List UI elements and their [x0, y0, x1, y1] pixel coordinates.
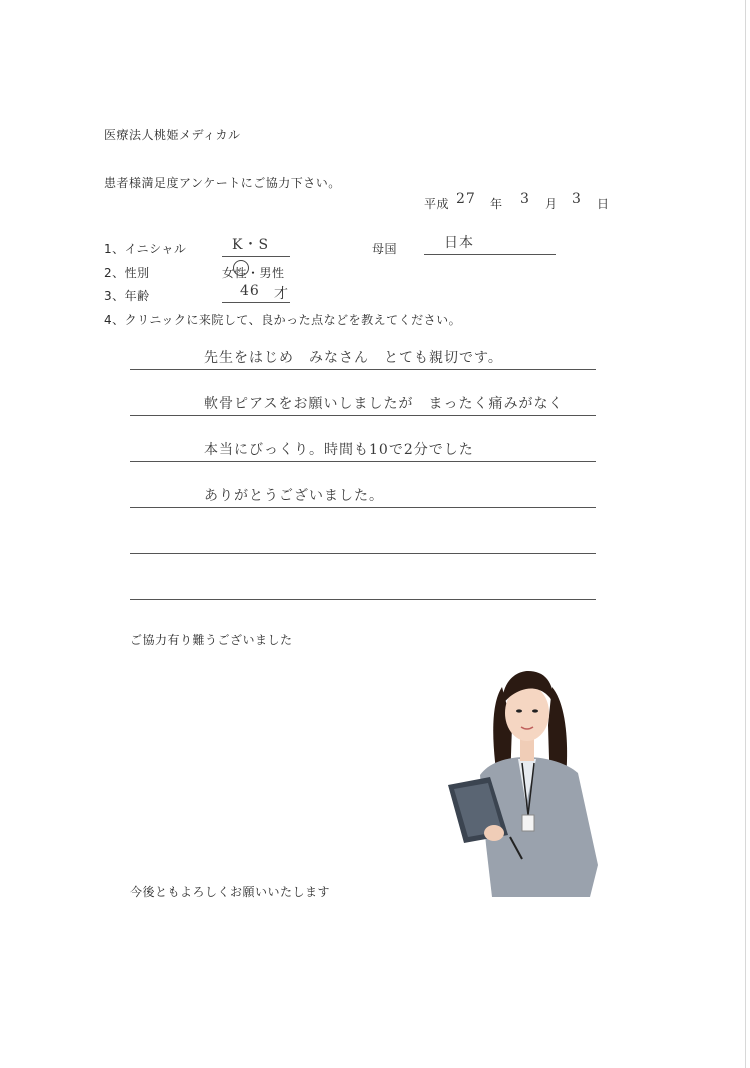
q3-label: 3、年齢: [104, 289, 150, 303]
initials-underline: [222, 256, 290, 257]
hand-icon: [484, 825, 504, 841]
answer-rule-1: [130, 369, 596, 370]
date-month-unit: 月: [545, 197, 558, 211]
id-badge-icon: [522, 815, 534, 831]
age-value: 46: [240, 283, 260, 299]
q2-label: 2、性別: [104, 266, 150, 280]
age-underline: [222, 302, 290, 303]
country-label: 母国: [372, 242, 398, 256]
closing-text: 今後ともよろしくお願いいたします: [130, 885, 331, 899]
survey-title: 患者様満足度アンケートにご協力下さい。: [104, 176, 341, 190]
date-day-value: 3: [572, 191, 582, 207]
scan-edge-line: [745, 0, 746, 1068]
answer-rule-2: [130, 415, 596, 416]
answer-line-3: 本当にびっくり。時間も10で2分でした: [204, 442, 474, 458]
q4-label: 4、クリニックに来院して、良かった点などを教えてください。: [104, 313, 462, 327]
right-eye-icon: [532, 709, 538, 712]
answer-line-4: ありがとうございました。: [204, 488, 384, 504]
country-underline: [424, 254, 556, 255]
answer-line-1: 先生をはじめ みなさん とても親切です。: [204, 350, 503, 366]
date-year-unit: 年: [490, 197, 503, 211]
neck-icon: [520, 739, 534, 761]
answer-rule-5: [130, 553, 596, 554]
date-month-value: 3: [520, 191, 530, 207]
answer-rule-3: [130, 461, 596, 462]
clinic-name: 医療法人桃姫メディカル: [104, 128, 241, 142]
age-unit: 才: [274, 286, 289, 302]
date-year-value: 27: [456, 191, 476, 207]
answer-rule-6: [130, 599, 596, 600]
left-eye-icon: [516, 709, 522, 712]
q1-label: 1、イニシャル: [104, 242, 187, 256]
date-era: 平成: [424, 197, 450, 211]
initials-value: K・S: [232, 237, 270, 253]
country-value: 日本: [444, 235, 474, 251]
gender-selection-circle: [233, 260, 249, 276]
woman-with-clipboard-illustration: [440, 665, 610, 901]
answer-line-2: 軟骨ピアスをお願いしましたが まったく痛みがなく: [204, 396, 564, 412]
answer-rule-4: [130, 507, 596, 508]
thanks-text: ご協力有り難うございました: [130, 633, 293, 647]
gender-options: 女性・男性: [222, 266, 285, 280]
date-day-unit: 日: [597, 197, 610, 211]
